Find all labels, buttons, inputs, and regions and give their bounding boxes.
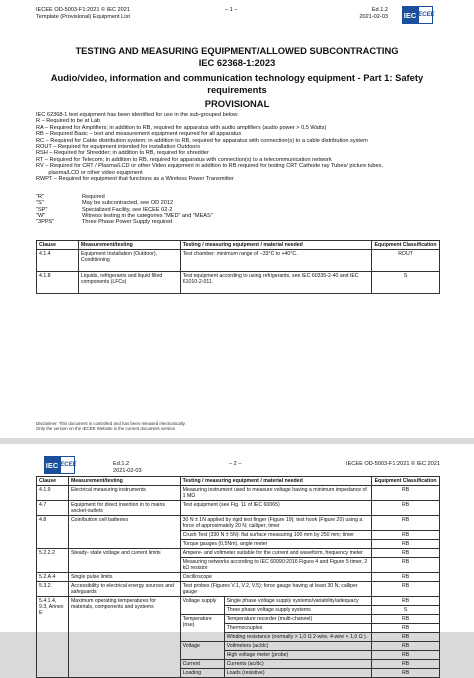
measurement-cell: Maximum operating temperatures for materials, components and systems	[68, 597, 180, 678]
table-row	[37, 501, 440, 516]
category-cell: Voltage	[180, 642, 224, 660]
page-header-left	[113, 461, 142, 475]
equipment-cell: Test chamber: minimum range of −33°C to +40°C.	[180, 250, 371, 272]
measurement-cell: Equipment Installation (Outdoor), Conditioning	[78, 250, 180, 272]
page-number: – 2 –	[229, 461, 242, 467]
equipment-cell: Currents (ac/dc)	[224, 660, 372, 669]
legend-row	[36, 219, 213, 225]
classification-cell: RB	[372, 615, 440, 624]
classification-cell: RB	[372, 516, 440, 531]
clause-cell: 5.3.2.	[37, 582, 69, 597]
table-row	[37, 549, 440, 558]
page-number: – 1 –	[225, 7, 238, 13]
header-date: 2021-02-03	[113, 468, 142, 474]
classification-cell: RB	[372, 597, 440, 606]
header-edition: Ed.1.2	[113, 461, 130, 467]
equipment-cell: Voltmeters (ac/dc)	[224, 642, 372, 651]
classification-cell: RB	[372, 486, 440, 501]
table-row	[37, 597, 440, 606]
equipment-cell: Single phase voltage supply systems/variability/adequacy	[224, 597, 372, 606]
clause-cell: 5.4.1.4, 9.3, Annex E	[37, 597, 69, 678]
standard-number: IEC 62368-1:2023	[198, 57, 276, 68]
table-row	[37, 486, 440, 501]
classification-cell: RB	[372, 540, 440, 549]
legend-code: "W"	[36, 212, 46, 219]
clause-cell: 4.1.9	[37, 486, 69, 501]
measurement-cell: Accessibility to electrical energy sources and safeguards	[68, 582, 180, 597]
clause-cell: 4.8	[37, 516, 69, 549]
equipment-cell: Measuring networks according to IEC 60990:2016 Figure 4 and Figure 5 timer, 2 kΩ resistor	[180, 558, 372, 573]
equipment-cell: Temperature recorder (multi-channel)	[224, 615, 372, 624]
intro-line: R – Required to be at Lab	[36, 118, 101, 125]
column-header-measurement: Measurement/testing	[78, 241, 180, 250]
classification-cell: RB	[372, 624, 440, 633]
page-header-left	[36, 7, 130, 21]
header-edition: Ed.1.2	[371, 7, 388, 13]
classification-cell: S	[372, 606, 440, 615]
column-header-classification: Equipment Classification	[372, 241, 440, 250]
code-legend	[36, 194, 213, 225]
equipment-table-page-1	[36, 240, 440, 294]
equipment-cell: Ampere- and voltmeter suitable for the current and waveform, frequency meter	[180, 549, 372, 558]
category-cell: Temperature (rise)	[180, 615, 224, 642]
intro-line: RC – Required for Cable distribution system; in addition to RB, required for apparatus with connection(s) to a cable distribution system	[36, 137, 368, 144]
equipment-cell: Oscilloscope	[180, 573, 372, 582]
column-header-equipment: Testing / measuring equipment / material needed	[180, 477, 372, 486]
classification-cell: RB	[372, 642, 440, 651]
equipment-cell: Winding resistance (normally > 1,0 Ω 2-wire, 4-wire < 1,0 Ω ).	[224, 633, 372, 642]
measurement-cell: Coin/button cell batteries	[68, 516, 180, 549]
clause-cell: 4.1.4	[37, 250, 79, 272]
iec-iecee-logo	[402, 6, 433, 24]
legend-text: May be subcontracted, see OD 2012	[82, 200, 174, 207]
header-date: 2021-02-03	[359, 14, 388, 20]
measurement-cell: Single pulse limits	[68, 573, 180, 582]
intro-line: RSH – Required for Shredder; in addition to RB, required for shredder	[36, 150, 209, 157]
classification-cell: RB	[372, 501, 440, 516]
measurement-cell: Electrical measuring instruments	[68, 486, 180, 501]
equipment-cell: Crush Test (330 N ± 5N): flat surface measuring 100 mm by 250 mm; timer	[180, 531, 372, 540]
column-header-clause: Clause	[37, 477, 69, 486]
legend-text: Witness testing in the categories "MED" and "MEAS"	[82, 212, 213, 219]
intro-line: plasma/LCD or other video equipment	[36, 169, 143, 176]
equipment-cell: Loads (resistive)	[224, 669, 372, 678]
classification-cell: RB	[372, 558, 440, 573]
table-row	[37, 250, 440, 272]
clause-cell: 5.2.A.4	[37, 573, 69, 582]
standard-title-line-1: Audio/video, information and communication technology equipment - Part 1: Safety	[50, 72, 424, 83]
legend-code: "R"	[36, 194, 45, 200]
legend-text: Specialized Facility, see IECEE 02-2	[82, 206, 173, 213]
classification-cell: RB	[372, 651, 440, 660]
measurement-cell: Steady- state voltage and current limits	[68, 549, 180, 573]
legend-code: "3PPS"	[36, 219, 55, 226]
classification-cell: RB	[372, 633, 440, 642]
intro-line: RV – Required for CRT / Plasma/LCD or other Video equipment in addition to RB required for testing CRT Cathode ray Tubes/ picture tubes,	[36, 163, 383, 170]
equipment-cell: Test equipment according to using refrigerants, see IEC 60335-2-40 and IEC 61010-2-011.	[180, 272, 371, 294]
table-row	[37, 516, 440, 531]
iec-logo: IEC	[44, 456, 60, 474]
classification-cell: RB	[372, 531, 440, 540]
legend-text: Required	[82, 194, 105, 200]
table-row	[37, 272, 440, 294]
legend-code: "SP"	[36, 206, 48, 213]
iecee-logo: IECEE	[418, 6, 433, 24]
equipment-cell: Torque gauges (0,5Nm), angle meter	[180, 540, 372, 549]
classification-cell: RB	[372, 549, 440, 558]
table-row	[37, 582, 440, 597]
legend-text: Three Phase Power Supply required	[82, 219, 173, 226]
equipment-cell: Test equipment (see Fig. 11 of IEC 60065)	[180, 501, 372, 516]
page-header-right	[355, 7, 388, 21]
intro-line: RT – Required for Telecom; in addition to RB, required for apparatus with connection(s) to a telecommunication network	[36, 156, 332, 163]
clause-cell: 4.1.8	[37, 272, 79, 294]
clause-cell: 4.7	[37, 501, 69, 516]
equipment-cell: Thermocouples	[224, 624, 372, 633]
provisional-label: PROVISIONAL	[204, 98, 270, 109]
column-header-measurement: Measurement/testing	[68, 477, 180, 486]
column-header-equipment: Testing / measuring equipment / material needed	[180, 241, 371, 250]
disclaimer	[36, 421, 186, 431]
column-header-clause: Clause	[37, 241, 79, 250]
equipment-cell: Test probes (Figures V.1, V.2, V.5); force gauge having at least 30 N; calliper gauge	[180, 582, 372, 597]
column-header-classification: Equipment Classification	[372, 477, 440, 486]
standard-title-line-2: requirements	[207, 84, 267, 95]
equipment-cell: Measuring instrument used to measure voltage having a minimum impedance of 1 MΩ	[180, 486, 372, 501]
intro-line: IEC 62368-1 test equipment has been identified for use in the sub-grouped below:	[36, 112, 239, 118]
intro-line: RA – Required for Amplifiers; in addition to RB, required for apparatus with audio amplifiers (audio power > 0,5 Watts)	[36, 124, 327, 131]
clause-cell: 5.2.2.2	[37, 549, 69, 573]
table-header-row	[37, 241, 440, 250]
header-doc-id: IECEE OD-5003-F1:2021 © IEC 2021	[36, 7, 130, 13]
legend-code: "S"	[36, 200, 44, 207]
header-doc-subtitle: Template (Provisional) Equipment List	[36, 14, 130, 20]
iec-logo: IEC	[402, 6, 418, 24]
category-cell: Current	[180, 660, 224, 669]
disclaimer-line: Only the version on the IECEE Website is the current document version	[36, 426, 176, 432]
iecee-logo: IECEE	[60, 456, 75, 474]
document-page-2	[0, 444, 474, 676]
intro-line: ROUT – Required for equipment intended for installation Outdoors	[36, 144, 201, 151]
table-row	[37, 573, 440, 582]
equipment-cell: High voltage meter (probe)	[224, 651, 372, 660]
classification-cell: RB	[372, 669, 440, 678]
classification-cell: ROUT	[372, 250, 440, 272]
iec-iecee-logo	[44, 456, 75, 474]
page-header-right: IECEE OD-5003-F1:2021 © IEC 2021	[346, 461, 440, 467]
classification-cell: S	[372, 272, 440, 294]
measurement-cell: Liquids, refrigerants and liquid filled components (LFCs)	[78, 272, 180, 294]
category-cell: Loading	[180, 669, 224, 678]
intro-text	[36, 112, 456, 182]
table-header-row	[37, 477, 440, 486]
equipment-table-page-2	[36, 476, 440, 678]
equipment-cell: 30 N ± 1N applied by rigid test finger (Figure 19); test hook (Figure 20) using a force of approximately 20 N; calliper; timer	[180, 516, 372, 531]
category-cell: Voltage supply	[180, 597, 224, 615]
classification-cell: RB	[372, 660, 440, 669]
intro-line: RB – Required Basic – test and measurement equipment required for all apparatus	[36, 131, 242, 138]
classification-cell: RB	[372, 573, 440, 582]
equipment-cell: Three phase voltage supply systems	[224, 606, 372, 615]
disclaimer-line: Disclaimer: This document is controlled and has been released electronically.	[36, 421, 186, 426]
classification-cell: RB	[372, 582, 440, 597]
measurement-cell: Equipment for direct insertion in to mains socket-outlets	[68, 501, 180, 516]
intro-line: RWPT – Required for equipment that functions as a Wireless Power Transmitter	[36, 176, 234, 183]
document-title: TESTING AND MEASURING EQUIPMENT/ALLOWED SUBCONTRACTING	[75, 45, 399, 56]
